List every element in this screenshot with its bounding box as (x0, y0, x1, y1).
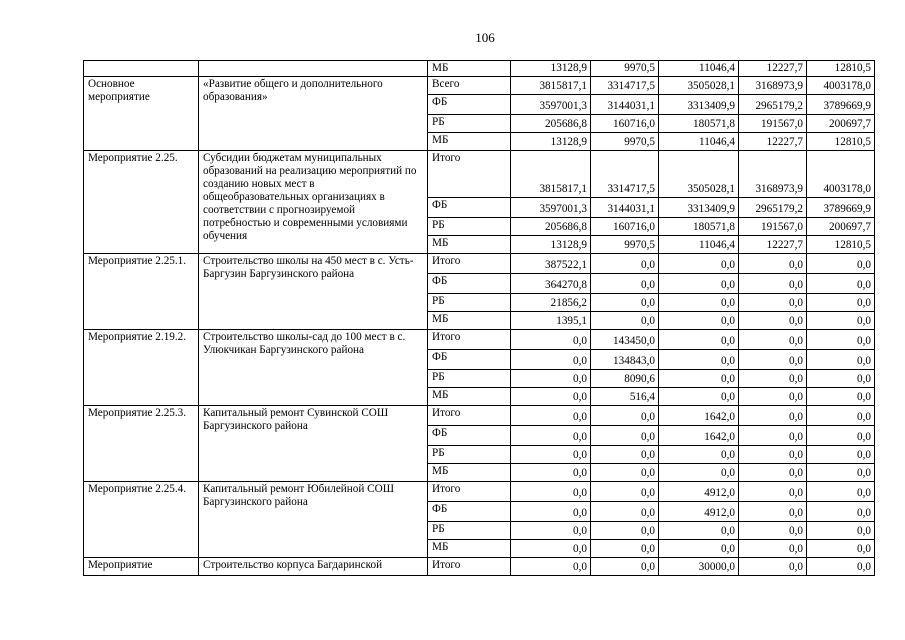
value-cell: 3144031,1 (591, 95, 659, 115)
funding-source-cell: ФБ (428, 502, 511, 522)
value-cell: 0,0 (807, 540, 875, 558)
value-cell: 1642,0 (659, 426, 739, 446)
measure-name-cell: Капитальный ремонт Юбилейной СОШ Баргузинского района (199, 482, 428, 558)
value-cell: 11046,4 (659, 133, 739, 151)
value-cell: 0,0 (511, 426, 591, 446)
value-cell: 0,0 (739, 558, 807, 576)
value-cell: 387522,1 (511, 254, 591, 274)
value-cell: 30000,0 (659, 558, 739, 576)
measure-name-cell: «Развитие общего и дополнительного образования» (199, 77, 428, 151)
measure-label-cell: Мероприятие 2.25.3. (84, 406, 199, 482)
funding-source-cell: МБ (428, 312, 511, 330)
funding-source-cell: РБ (428, 115, 511, 133)
funding-source-cell: МБ (428, 388, 511, 406)
value-cell: 0,0 (807, 294, 875, 312)
value-cell: 3313409,9 (659, 198, 739, 218)
value-cell: 0,0 (739, 426, 807, 446)
value-cell: 8090,6 (591, 370, 659, 388)
value-cell: 13128,9 (511, 236, 591, 254)
table-row (84, 406, 875, 426)
measure-label-cell: Мероприятие (84, 558, 199, 576)
value-cell: 0,0 (739, 522, 807, 540)
value-cell: 3168973,9 (739, 151, 807, 198)
value-cell: 0,0 (591, 522, 659, 540)
funding-source-cell: МБ (428, 236, 511, 254)
value-cell: 205686,8 (511, 115, 591, 133)
measure-name-cell: Строительство школы-сад до 100 мест в с. Улюкчикан Баргузинского района (199, 330, 428, 406)
value-cell: 0,0 (807, 522, 875, 540)
value-cell: 3597001,3 (511, 198, 591, 218)
value-cell: 3313409,9 (659, 95, 739, 115)
value-cell: 12810,5 (807, 133, 875, 151)
value-cell: 2965179,2 (739, 198, 807, 218)
funding-source-cell: МБ (428, 540, 511, 558)
value-cell: 0,0 (739, 330, 807, 350)
funding-source-cell: Итого (428, 482, 511, 502)
value-cell: 0,0 (659, 446, 739, 464)
value-cell: 4912,0 (659, 482, 739, 502)
value-cell: 0,0 (807, 350, 875, 370)
value-cell: 0,0 (659, 254, 739, 274)
value-cell: 11046,4 (659, 236, 739, 254)
value-cell: 0,0 (807, 370, 875, 388)
value-cell: 0,0 (739, 540, 807, 558)
value-cell: 160716,0 (591, 218, 659, 236)
value-cell: 0,0 (591, 558, 659, 576)
measure-name-cell: Строительство школы на 450 мест в с. Усть-Баргузин Баргузинского района (199, 254, 428, 330)
value-cell: 9970,5 (591, 61, 659, 77)
value-cell: 0,0 (739, 294, 807, 312)
value-cell: 180571,8 (659, 218, 739, 236)
value-cell: 3815817,1 (511, 77, 591, 95)
value-cell: 12227,7 (739, 61, 807, 77)
value-cell: 9970,5 (591, 133, 659, 151)
value-cell: 134843,0 (591, 350, 659, 370)
value-cell: 160716,0 (591, 115, 659, 133)
value-cell: 0,0 (739, 312, 807, 330)
funding-source-cell: РБ (428, 446, 511, 464)
value-cell: 0,0 (807, 464, 875, 482)
value-cell: 3168973,9 (739, 77, 807, 95)
funding-source-cell: Итого (428, 151, 511, 198)
table-row (84, 558, 875, 576)
value-cell: 0,0 (659, 464, 739, 482)
value-cell: 0,0 (739, 370, 807, 388)
value-cell: 200697,7 (807, 115, 875, 133)
funding-source-cell: РБ (428, 294, 511, 312)
measure-label-cell: Мероприятие 2.25.1. (84, 254, 199, 330)
value-cell: 0,0 (739, 446, 807, 464)
measure-name-cell (199, 61, 428, 77)
funding-source-cell: РБ (428, 218, 511, 236)
value-cell: 3789669,9 (807, 95, 875, 115)
table-row (84, 254, 875, 274)
table-row (84, 61, 875, 77)
value-cell: 0,0 (659, 370, 739, 388)
value-cell: 1642,0 (659, 406, 739, 426)
value-cell: 191567,0 (739, 218, 807, 236)
value-cell: 0,0 (511, 558, 591, 576)
funding-source-cell: ФБ (428, 426, 511, 446)
funding-source-cell: Всего (428, 77, 511, 95)
funding-source-cell: ФБ (428, 350, 511, 370)
value-cell: 0,0 (511, 522, 591, 540)
value-cell: 0,0 (591, 254, 659, 274)
budget-table-body (84, 61, 875, 576)
value-cell: 3314717,5 (591, 151, 659, 198)
table-row (84, 482, 875, 502)
value-cell: 0,0 (591, 406, 659, 426)
budget-table (83, 60, 875, 576)
value-cell: 516,4 (591, 388, 659, 406)
value-cell: 0,0 (807, 312, 875, 330)
measure-name-cell: Капитальный ремонт Сувинской СОШ Баргузинского района (199, 406, 428, 482)
value-cell: 0,0 (591, 502, 659, 522)
value-cell: 0,0 (511, 370, 591, 388)
value-cell: 0,0 (807, 446, 875, 464)
value-cell: 3505028,1 (659, 151, 739, 198)
table-row (84, 77, 875, 95)
funding-source-cell: Итого (428, 330, 511, 350)
value-cell: 3597001,3 (511, 95, 591, 115)
measure-label-cell: Основное мероприятие (84, 77, 199, 151)
funding-source-cell: Итого (428, 254, 511, 274)
funding-source-cell: ФБ (428, 274, 511, 294)
value-cell: 0,0 (659, 388, 739, 406)
value-cell: 3789669,9 (807, 198, 875, 218)
value-cell: 13128,9 (511, 61, 591, 77)
value-cell: 0,0 (739, 350, 807, 370)
value-cell: 0,0 (659, 274, 739, 294)
value-cell: 364270,8 (511, 274, 591, 294)
funding-source-cell: МБ (428, 464, 511, 482)
value-cell: 4912,0 (659, 502, 739, 522)
funding-source-cell: РБ (428, 370, 511, 388)
value-cell: 0,0 (511, 388, 591, 406)
value-cell: 13128,9 (511, 133, 591, 151)
value-cell: 0,0 (739, 274, 807, 294)
value-cell: 0,0 (659, 330, 739, 350)
funding-source-cell: ФБ (428, 95, 511, 115)
value-cell: 0,0 (739, 406, 807, 426)
value-cell: 0,0 (591, 482, 659, 502)
page-number: 106 (475, 30, 495, 45)
value-cell: 0,0 (511, 446, 591, 464)
value-cell: 0,0 (591, 540, 659, 558)
value-cell: 0,0 (807, 502, 875, 522)
measure-label-cell (84, 61, 199, 77)
value-cell: 0,0 (739, 388, 807, 406)
measure-name-cell: Строительство корпуса Багдаринской (199, 558, 428, 576)
value-cell: 0,0 (807, 330, 875, 350)
value-cell: 12810,5 (807, 236, 875, 254)
value-cell: 3505028,1 (659, 77, 739, 95)
value-cell: 3314717,5 (591, 77, 659, 95)
value-cell: 0,0 (739, 482, 807, 502)
value-cell: 9970,5 (591, 236, 659, 254)
measure-label-cell: Мероприятие 2.19.2. (84, 330, 199, 406)
value-cell: 0,0 (807, 254, 875, 274)
value-cell: 0,0 (659, 540, 739, 558)
table-row (84, 151, 875, 198)
measure-label-cell: Мероприятие 2.25.4. (84, 482, 199, 558)
funding-source-cell: Итого (428, 406, 511, 426)
value-cell: 21856,2 (511, 294, 591, 312)
value-cell: 12227,7 (739, 133, 807, 151)
value-cell: 12227,7 (739, 236, 807, 254)
value-cell: 0,0 (511, 464, 591, 482)
value-cell: 0,0 (591, 312, 659, 330)
value-cell: 0,0 (591, 464, 659, 482)
value-cell: 11046,4 (659, 61, 739, 77)
value-cell: 3815817,1 (511, 151, 591, 198)
value-cell: 0,0 (591, 274, 659, 294)
value-cell: 0,0 (807, 482, 875, 502)
value-cell: 1395,1 (511, 312, 591, 330)
value-cell: 4003178,0 (807, 77, 875, 95)
value-cell: 0,0 (591, 446, 659, 464)
measure-label-cell: Мероприятие 2.25. (84, 151, 199, 254)
value-cell: 205686,8 (511, 218, 591, 236)
value-cell: 0,0 (807, 274, 875, 294)
value-cell: 0,0 (807, 558, 875, 576)
value-cell: 191567,0 (739, 115, 807, 133)
value-cell: 200697,7 (807, 218, 875, 236)
value-cell: 143450,0 (591, 330, 659, 350)
value-cell: 12810,5 (807, 61, 875, 77)
value-cell: 0,0 (511, 406, 591, 426)
value-cell: 0,0 (659, 294, 739, 312)
value-cell: 0,0 (511, 482, 591, 502)
funding-source-cell: МБ (428, 61, 511, 77)
value-cell: 0,0 (739, 254, 807, 274)
value-cell: 0,0 (659, 312, 739, 330)
value-cell: 0,0 (807, 388, 875, 406)
funding-source-cell: МБ (428, 133, 511, 151)
measure-name-cell: Субсидии бюджетам муниципальных образований на реализацию мероприятий по созданию новых мест в общеобразовательных организациях в соответствии с прогнозируемой потребностью и современными условиями обучения (199, 151, 428, 254)
value-cell: 0,0 (591, 426, 659, 446)
value-cell: 0,0 (511, 502, 591, 522)
value-cell: 0,0 (739, 464, 807, 482)
value-cell: 180571,8 (659, 115, 739, 133)
value-cell: 3144031,1 (591, 198, 659, 218)
value-cell: 0,0 (659, 522, 739, 540)
value-cell: 0,0 (591, 294, 659, 312)
funding-source-cell: ФБ (428, 198, 511, 218)
value-cell: 4003178,0 (807, 151, 875, 198)
value-cell: 0,0 (659, 350, 739, 370)
value-cell: 0,0 (739, 502, 807, 522)
value-cell: 0,0 (511, 350, 591, 370)
table-row (84, 330, 875, 350)
value-cell: 2965179,2 (739, 95, 807, 115)
funding-source-cell: Итого (428, 558, 511, 576)
value-cell: 0,0 (807, 426, 875, 446)
value-cell: 0,0 (511, 540, 591, 558)
value-cell: 0,0 (807, 406, 875, 426)
value-cell: 0,0 (511, 330, 591, 350)
funding-source-cell: РБ (428, 522, 511, 540)
